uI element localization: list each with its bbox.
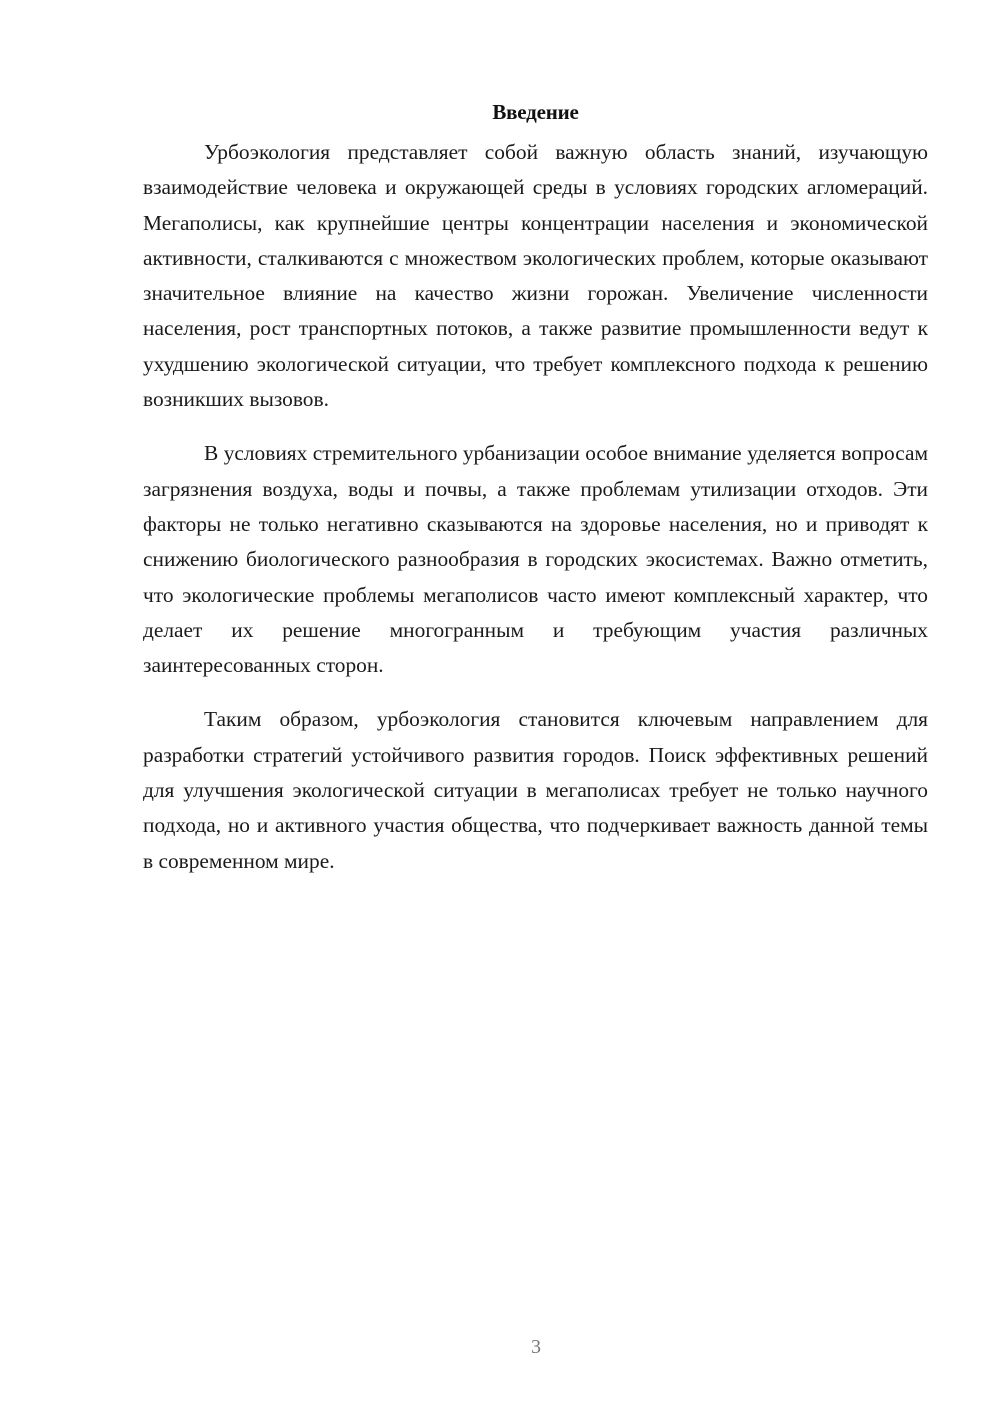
paragraph-2: В условиях стремительного урбанизации особое внимание уделяется вопросам загрязнения воздуха, воды и почвы, а также проблемам утилизации отходов. Эти факторы не только негативно сказываются на здоровье населения, но и приводят к снижению биологического разнообразия в городских экосистемах. Важно отметить, что экологические проблемы мегаполисов часто имеют комплексный характер, что делает их решение многогранным и требующим участия различных заинтересованных сторон. <box>143 441 928 678</box>
paragraph-1: Урбоэкология представляет собой важную область знаний, изучающую взаимодействие человека и окружающей среды в условиях городских агломераций. Мегаполисы, как крупнейшие центры концентрации населения и экономической активности, сталкиваются с множеством экологических проблем, которые оказывают значительное влияние на качество жизни горожан. Увеличение численности населения, рост транспортных потоков, а также развитие промышленности ведут к ухудшению экологической ситуации, что требует комплексного подхода к решению возникших вызовов. <box>143 140 928 412</box>
paragraph-3: Таким образом, урбоэкология становится ключевым направлением для разработки стратегий устойчивого развития городов. Поиск эффективных решений для улучшения экологической ситуации в мегаполисах требует не только научного подхода, но и активного участия общества, что подчеркивает важность данной темы в современном мире. <box>143 707 928 873</box>
page-content <box>143 96 928 898</box>
section-heading: Введение <box>492 100 579 124</box>
page-number: 3 <box>531 1336 541 1358</box>
